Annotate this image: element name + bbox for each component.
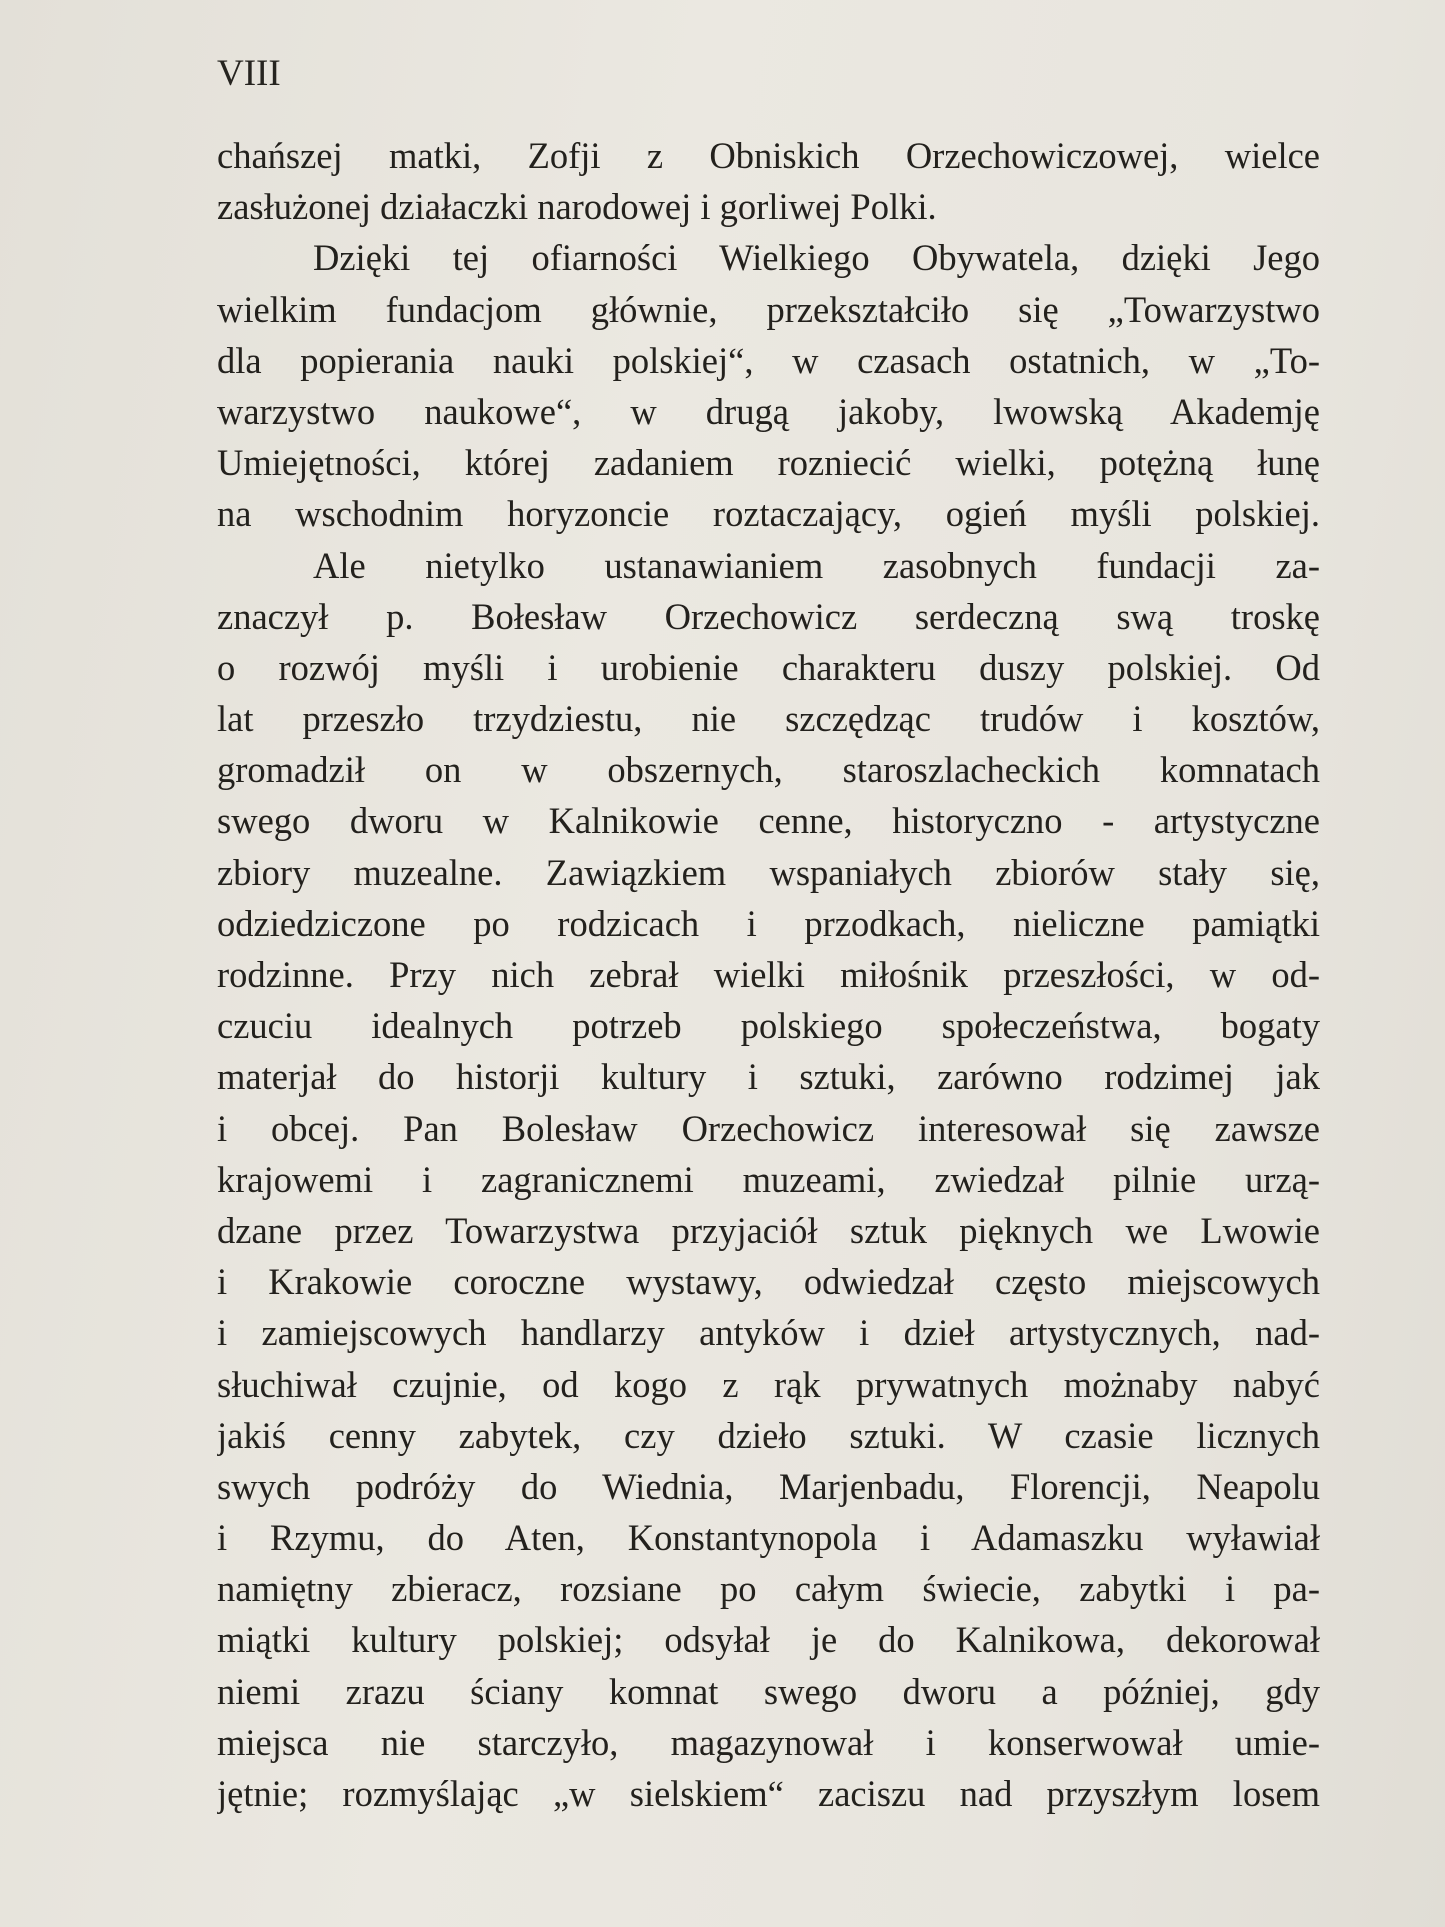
text-line: o rozwój myśli i urobienie charakteru duszy polskiej. Od xyxy=(217,646,1320,688)
text-line: miątki kultury polskiej; odsyłał je do Kalnikowa, dekorował xyxy=(217,1619,1320,1661)
text-line: jakiś cenny zabytek, czy dzieło sztuki. W czasie licznych xyxy=(217,1414,1320,1456)
text-line: niemi zrazu ściany komnat swego dworu a później, gdy xyxy=(217,1670,1320,1712)
text-line: i Rzymu, do Aten, Konstantynopola i Adamaszku wyławiał xyxy=(217,1517,1320,1559)
text-line: i obcej. Pan Bolesław Orzechowicz interesował się zawsze xyxy=(217,1107,1320,1149)
text-line: miejsca nie starczyło, magazynował i konserwował umie- xyxy=(217,1721,1320,1763)
text-line: namiętny zbieracz, rozsiane po całym świecie, zabytki i pa- xyxy=(217,1568,1320,1610)
text-line: i zamiejscowych handlarzy antyków i dzieł artystycznych, nad- xyxy=(217,1312,1320,1354)
text-line: znaczył p. Bołesław Orzechowicz serdeczną swą troskę xyxy=(217,595,1320,637)
text-line: swego dworu w Kalnikowie cenne, historyczno - artystyczne xyxy=(217,800,1320,842)
text-line: rodzinne. Przy nich zebrał wielki miłośnik przeszłości, w od- xyxy=(217,954,1320,995)
text-line: słuchiwał czujnie, od kogo z rąk prywatnych możnaby nabyć xyxy=(217,1363,1320,1405)
text-line: Ale nietylko ustanawianiem zasobnych fundacji za- xyxy=(313,544,1320,586)
text-line: lat przeszło trzydziestu, nie szczędząc trudów i kosztów, xyxy=(217,698,1320,740)
text-line: odziedziczone po rodzicach i przodkach, nieliczne pamiątki xyxy=(217,902,1320,944)
text-line: dla popierania nauki polskiej“, w czasach ostatnich, w „To- xyxy=(217,339,1320,381)
text-line: chańszej matki, Zofji z Obniskich Orzechowiczowej, wielce xyxy=(217,135,1320,176)
text-line: i Krakowie coroczne wystawy, odwiedzał często miejscowych xyxy=(217,1261,1320,1303)
text-line: Umiejętności, której zadaniem rozniecić wielki, potężną łunę xyxy=(217,442,1320,484)
text-line: krajowemi i zagranicznemi muzeami, zwiedzał pilnie urzą- xyxy=(217,1158,1320,1200)
body-text xyxy=(217,130,1320,1819)
text-line: zasłużonej działaczki narodowej i gorliwej Polki. xyxy=(217,186,937,228)
text-line: dzane przez Towarzystwa przyjaciół sztuk pięknych we Lwowie xyxy=(217,1209,1320,1251)
text-line: swych podróży do Wiednia, Marjenbadu, Florencji, Neapolu xyxy=(217,1465,1320,1507)
text-line: Dzięki tej ofiarności Wielkiego Obywatela, dzięki Jego xyxy=(313,237,1320,279)
text-line: gromadził on w obszernych, staroszlacheckich komnatach xyxy=(217,749,1320,791)
text-line: materjał do historji kultury i sztuki, zarówno rodzimej jak xyxy=(217,1056,1320,1098)
text-line: na wschodnim horyzoncie roztaczający, ogień myśli polskiej. xyxy=(217,493,1320,535)
text-line: zbiory muzealne. Zawiązkiem wspaniałych zbiorów stały się, xyxy=(217,851,1320,893)
text-line: wielkim fundacjom głównie, przekształciło się „Towarzystwo xyxy=(217,288,1320,330)
text-line: warzystwo naukowe“, w drugą jakoby, lwowską Akademję xyxy=(217,390,1320,432)
text-line: jętnie; rozmyślając „w sielskiem“ zaciszu nad przyszłym losem xyxy=(217,1773,1320,1814)
page-number: VIII xyxy=(217,53,281,94)
text-line: czuciu idealnych potrzeb polskiego społeczeństwa, bogaty xyxy=(217,1005,1320,1047)
